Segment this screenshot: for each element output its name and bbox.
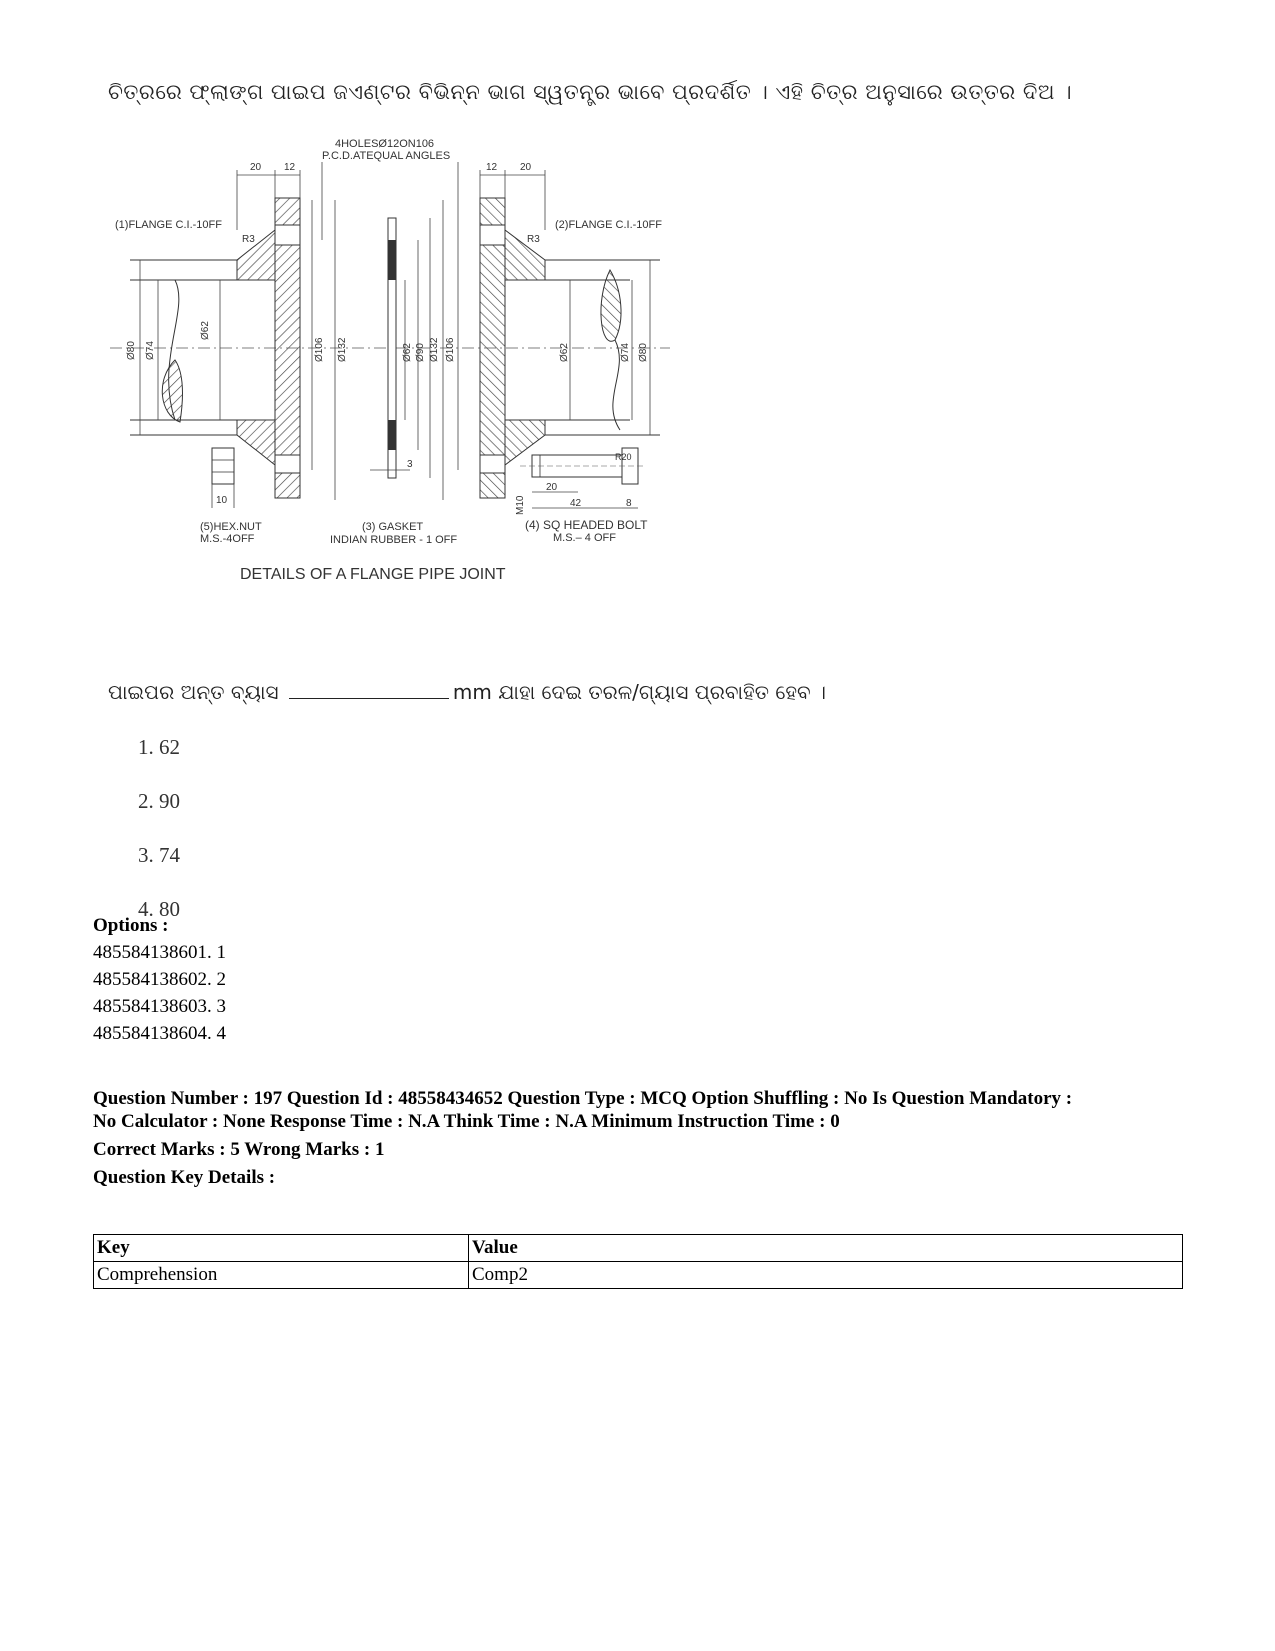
answer-blank (289, 680, 449, 699)
answer-item: 4. 80 (138, 897, 180, 921)
dim-12-right: 12 (486, 162, 498, 173)
dia-80-right: Ø80 (638, 343, 649, 362)
dim-20-bolt: 20 (546, 482, 558, 493)
question-meta-line1: Question Number : 197 Question Id : 48558434652 Question Type : MCQ Option Shuffling : No Is Question Mandatory : (93, 1088, 1073, 1109)
flange1-label: (1)FLANGE C.I.-10FF (115, 219, 222, 231)
bolt-label-line2: M.S.– 4 OFF (553, 532, 616, 544)
key-details-heading: Question Key Details : (93, 1167, 276, 1188)
gasket-label-line2: INDIAN RUBBER - 1 OFF (330, 534, 458, 546)
value-cell: Comp2 (469, 1262, 1183, 1289)
flange2-label: (2)FLANGE C.I.-10FF (555, 219, 662, 231)
dia-62-left: Ø62 (200, 321, 211, 340)
holes-note-line2: P.C.D.ATEQUAL ANGLES (322, 150, 451, 162)
option-item: 485584138601. 1 (93, 942, 226, 963)
nut-label-line1: (5)HEX.NUT (200, 521, 262, 533)
question-intro: ଚିତ୍ରରେ ଫ୍ଲାଙ୍ଗ ପାଇପ ଜଏଣ୍ଟର ବିଭିନ୍ନ ଭାଗ ସ୍ୱତନ୍ତ୍ର ଭାବେ ପ୍ରଦର୍ଶିତ । ଏହି ଚିତ୍ର ଅନୁସାରେ ଉତ୍ତର ଦିଅ । (108, 80, 1073, 104)
nut-label-line2: M.S.-4OFF (200, 533, 255, 545)
marks-line: Correct Marks : 5 Wrong Marks : 1 (93, 1139, 385, 1160)
dia-106-left: Ø106 (314, 337, 325, 362)
option-item: 485584138603. 3 (93, 996, 226, 1017)
flange-pipe-joint-drawing (100, 130, 720, 620)
dia-132-gasket: Ø132 (429, 337, 440, 362)
answer-item: 3. 74 (138, 843, 180, 867)
table-header-row (94, 1235, 1183, 1262)
header-value: Value (469, 1235, 1183, 1262)
dia-132-left: Ø132 (337, 337, 348, 362)
bolt-label-line1: (4) SQ HEADED BOLT (525, 518, 648, 532)
dia-106-right: Ø106 (445, 337, 456, 362)
question-meta-line2: No Calculator : None Response Time : N.A Think Time : N.A Minimum Instruction Time : 0 (93, 1111, 840, 1132)
dia-74-right: Ø74 (620, 343, 631, 362)
dia-74-left: Ø74 (145, 341, 156, 360)
holes-note-line1: 4HOLESØ12ON106 (335, 138, 435, 150)
header-key: Key (94, 1235, 469, 1262)
table-row (94, 1262, 1183, 1289)
fill-suffix: mm ଯାହା ଦେଇ ତରଳ/ଗ୍ୟାସ ପ୍ରବାହିତ ହେବ । (452, 680, 827, 704)
options-heading: Options : (93, 915, 169, 936)
dia-80-left: Ø80 (126, 341, 137, 360)
dim-10-nut: 10 (216, 495, 228, 506)
answer-item: 1. 62 (138, 735, 180, 759)
question-key-table (93, 1234, 1183, 1289)
answer-item: 2. 90 (138, 789, 180, 813)
dim-3-gasket: 3 (407, 459, 413, 470)
dim-12-left: 12 (284, 162, 296, 173)
r3-right: R3 (527, 234, 540, 245)
m10-bolt: M10 (515, 495, 526, 515)
option-item: 485584138602. 2 (93, 969, 226, 990)
dia-62-right: Ø62 (559, 343, 570, 362)
dia-62-gasket: Ø62 (402, 343, 413, 362)
r3-left: R3 (242, 234, 255, 245)
key-cell: Comprehension (94, 1262, 469, 1289)
gasket-label-line1: (3) GASKET (362, 521, 424, 533)
drawing-title: DETAILS OF A FLANGE PIPE JOINT (240, 566, 506, 583)
option-item: 485584138604. 4 (93, 1023, 226, 1044)
fill-prefix: ପାଇପର ଅନ୍ତ ବ୍ୟାସ (108, 680, 279, 704)
dim-20-right: 20 (520, 162, 532, 173)
r20-bolt: R20 (615, 452, 632, 462)
fill-in-question (108, 680, 826, 704)
dia-90-gasket: Ø90 (415, 343, 426, 362)
dim-20-left: 20 (250, 162, 262, 173)
dim-8-bolt: 8 (626, 498, 632, 509)
dim-42-bolt: 42 (570, 498, 582, 509)
